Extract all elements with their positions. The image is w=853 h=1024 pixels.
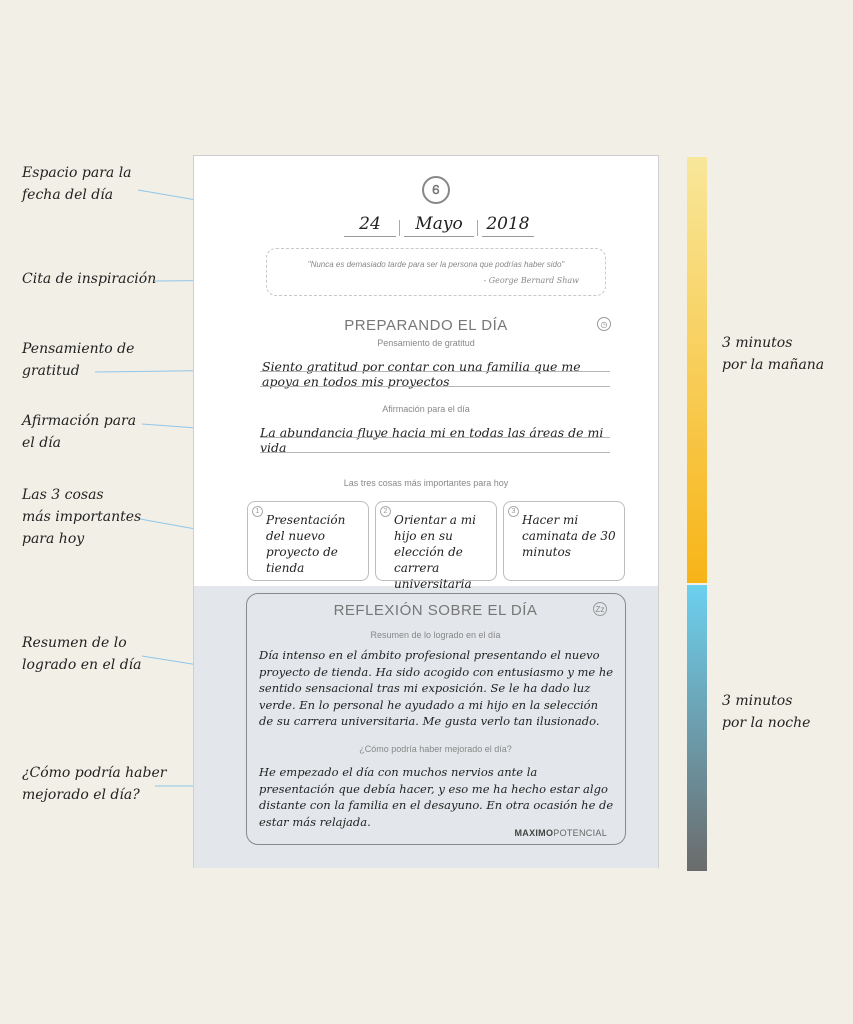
summary-text[interactable]: Día intenso en el ámbito profesional presentando el nuevo proyecto de tienda. Ha sido acogido con entusiasmo y me he sentido sensacional tras mi exposición. Se le ha dado luz verde. En lo personal he ayudado a mi hijo en la selección de su carrera universitaria. Me gusta verlo tan ilusionado.: [259, 648, 614, 728]
brand-logo-icon: Ꮾ: [422, 176, 450, 204]
improve-label: ¿Cómo podría haber mejorado el día?: [359, 744, 512, 754]
morning-time-label: [722, 332, 824, 376]
quote-author: - George Bernard Shaw: [483, 276, 579, 285]
annotation-text: Pensamiento de: [22, 341, 135, 357]
morning-time-bar: [687, 157, 707, 583]
clock-icon: ◷: [597, 317, 611, 331]
task-text: Orientar a mi hijo en su elección de carrera universitaria: [394, 513, 476, 591]
brand-name-bold: MAXIMO: [514, 828, 554, 838]
annotation-summary: [22, 632, 142, 676]
task-text: Presentación del nuevo proyecto de tienda: [266, 513, 346, 575]
annotation-text: Resumen de lo: [22, 635, 127, 651]
task-card-1[interactable]: [247, 501, 369, 581]
inspiration-quote-box: [266, 248, 606, 296]
annotation-text: mejorado el día?: [22, 787, 140, 803]
write-line: [260, 437, 610, 438]
time-label-text: por la mañana: [722, 357, 825, 373]
annotation-text: el día: [22, 435, 61, 451]
brand-name: [514, 828, 607, 838]
improve-text[interactable]: He empezado el día con muchos nervios ante la presentación que debía hacer, y eso me ha hecho estar algo distante con la familia en el desayuno. En otra ocasión he de estar más relajada.: [259, 765, 614, 829]
gratitude-label: Pensamiento de gratitud: [377, 338, 475, 348]
annotation-text: fecha del día: [22, 187, 114, 203]
annotation-gratitude: [22, 338, 134, 382]
task-card-3[interactable]: [503, 501, 625, 581]
brand-name-light: POTENCIAL: [553, 828, 607, 838]
evening-section-title: REFLEXIÓN SOBRE EL DÍA: [333, 602, 538, 619]
annotation-text: Las 3 cosas: [22, 487, 104, 503]
write-line: [260, 452, 610, 453]
summary-label: Resumen de lo logrado en el día: [370, 630, 501, 640]
task-number: 1: [252, 506, 263, 517]
annotation-text: para hoy: [22, 531, 85, 547]
write-line: [260, 386, 610, 387]
task-number: 2: [380, 506, 391, 517]
night-time-bar: [687, 585, 707, 871]
date-year[interactable]: 2018: [482, 214, 534, 237]
annotation-quote: [22, 268, 156, 290]
date-row: [344, 214, 534, 238]
journal-page: [193, 155, 659, 868]
annotation-date-space: [22, 162, 132, 206]
task-number: 3: [508, 506, 519, 517]
time-label-text: 3 minutos: [722, 693, 793, 709]
annotation-text: Espacio para la: [22, 165, 132, 181]
write-line: [260, 371, 610, 372]
time-label-text: por la noche: [722, 715, 811, 731]
date-day[interactable]: 24: [344, 214, 396, 237]
time-label-text: 3 minutos: [722, 335, 793, 351]
night-time-label: [722, 690, 810, 734]
reflection-box: [246, 593, 626, 845]
gratitude-text[interactable]: Siento gratitud por contar con una familia que me apoya en todos mis proyectos: [262, 359, 581, 389]
morning-section-title: PREPARANDO EL DÍA: [344, 317, 508, 334]
date-month[interactable]: Mayo: [404, 214, 474, 237]
date-separator: [399, 220, 400, 236]
annotation-text: Afirmación para: [22, 413, 137, 429]
task-text: Hacer mi caminata de 30 minutos: [522, 513, 616, 559]
date-separator: [477, 220, 478, 236]
sleep-icon: Zz: [593, 602, 607, 616]
annotation-text: gratitud: [22, 363, 80, 379]
task-card-2[interactable]: [375, 501, 497, 591]
annotation-text: logrado en el día: [22, 657, 142, 673]
annotation-improve: [22, 762, 166, 806]
three-things-label: Las tres cosas más importantes para hoy: [343, 478, 509, 488]
annotation-text: más importantes: [22, 509, 142, 525]
affirmation-label: Afirmación para el día: [382, 404, 470, 414]
annotation-three-things: [22, 484, 141, 550]
affirmation-text[interactable]: La abundancia fluye hacia mi en todas las áreas de mi vida: [260, 425, 604, 455]
quote-text: "Nunca es demasiado tarde para ser la persona que podrías haber sido": [307, 260, 565, 269]
annotation-affirmation: [22, 410, 136, 454]
annotation-text: Cita de inspiración: [22, 271, 157, 287]
annotation-text: ¿Cómo podría haber: [22, 765, 167, 781]
